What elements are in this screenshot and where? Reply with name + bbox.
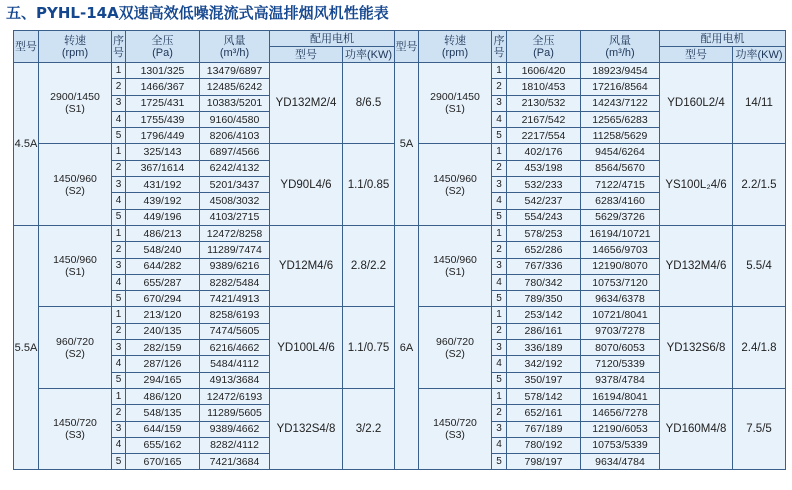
motor-power-cell: 2.8/2.2 (343, 225, 395, 306)
motor-model-cell: YD90L4/6 (270, 144, 343, 225)
flow-cell: 11258/5629 (581, 128, 660, 144)
flow-cell: 7120/5339 (581, 356, 660, 372)
pressure-cell: 1810/453 (507, 79, 581, 95)
pressure-cell: 336/189 (507, 340, 581, 356)
pressure-cell: 798/197 (507, 454, 581, 470)
pressure-cell: 449/196 (126, 209, 200, 225)
index-cell: 2 (112, 323, 126, 339)
pressure-cell: 1725/431 (126, 95, 200, 111)
pressure-cell: 1301/325 (126, 63, 200, 79)
index-cell: 4 (492, 274, 507, 290)
motor-model-cell: YD160M4/8 (660, 388, 733, 469)
flow-cell: 10753/5339 (581, 437, 660, 453)
flow-cell: 12190/6053 (581, 421, 660, 437)
pressure-cell: 213/120 (126, 307, 200, 323)
flow-cell: 14243/7122 (581, 95, 660, 111)
flow-cell: 13479/6897 (200, 63, 270, 79)
header-pressure-left: 全压 (Pa) (126, 31, 200, 63)
flow-cell: 9634/6378 (581, 291, 660, 307)
flow-cell: 10753/7120 (581, 274, 660, 290)
motor-power-cell: 7.5/5 (733, 388, 786, 469)
table-row (14, 63, 786, 79)
index-cell: 1 (112, 307, 126, 323)
motor-power-cell: 1.1/0.75 (343, 307, 395, 388)
header-pressure-right: 全压 (Pa) (507, 31, 581, 63)
fan-model-cell: 4.5A (14, 63, 39, 226)
index-cell: 1 (112, 388, 126, 404)
motor-model-cell: YD100L4/6 (270, 307, 343, 388)
header-speed-left: 转速 (rpm) (39, 31, 112, 63)
motor-power-cell: 2.2/1.5 (733, 144, 786, 225)
title-suffix: 性能表 (343, 4, 389, 22)
pressure-cell: 367/1614 (126, 160, 200, 176)
pressure-cell: 286/161 (507, 323, 581, 339)
flow-cell: 17216/8564 (581, 79, 660, 95)
flow-cell: 9634/4784 (581, 454, 660, 470)
page-title (6, 2, 389, 23)
pressure-cell: 325/143 (126, 144, 200, 160)
pressure-cell: 431/192 (126, 177, 200, 193)
pressure-cell: 542/237 (507, 193, 581, 209)
fan-model-cell: 6A (395, 225, 419, 469)
index-cell: 1 (492, 144, 507, 160)
index-cell: 1 (492, 63, 507, 79)
index-cell: 2 (492, 79, 507, 95)
index-cell: 5 (492, 209, 507, 225)
index-cell: 5 (112, 291, 126, 307)
speed-cell: 1450/960 (S1) (39, 225, 112, 306)
title-prefix: 五、PYHL-14A双速高效低噪混流式高温排烟风机 (6, 4, 344, 22)
motor-model-cell: YD132M4/6 (660, 225, 733, 306)
flow-cell: 10383/5201 (200, 95, 270, 111)
motor-power-cell: 14/11 (733, 63, 786, 144)
header-flow-left: 风量 (m³/h) (200, 31, 270, 63)
pressure-cell: 342/192 (507, 356, 581, 372)
header-motor-right: 配用电机 (660, 31, 786, 47)
header-model-left: 型号 (14, 31, 39, 63)
pressure-cell: 789/350 (507, 291, 581, 307)
index-cell: 2 (112, 405, 126, 421)
table-header (14, 31, 786, 63)
index-cell: 4 (492, 111, 507, 127)
pressure-cell: 780/342 (507, 274, 581, 290)
flow-cell: 6283/4160 (581, 193, 660, 209)
index-cell: 1 (112, 63, 126, 79)
pressure-cell: 652/161 (507, 405, 581, 421)
index-cell: 4 (112, 193, 126, 209)
flow-cell: 12472/6193 (200, 388, 270, 404)
index-cell: 4 (112, 437, 126, 453)
index-cell: 3 (112, 95, 126, 111)
flow-cell: 14656/7278 (581, 405, 660, 421)
table-row (14, 225, 786, 241)
pressure-cell: 670/165 (126, 454, 200, 470)
header-index-left: 序 号 (112, 31, 126, 63)
flow-cell: 12190/8070 (581, 258, 660, 274)
pressure-cell: 767/336 (507, 258, 581, 274)
header-motor-power-right: 功率(KW) (733, 47, 786, 63)
flow-cell: 8564/5670 (581, 160, 660, 176)
pressure-cell: 294/165 (126, 372, 200, 388)
index-cell: 5 (492, 291, 507, 307)
flow-cell: 8258/6193 (200, 307, 270, 323)
flow-cell: 7421/3684 (200, 454, 270, 470)
flow-cell: 16194/8041 (581, 388, 660, 404)
flow-cell: 18923/9454 (581, 63, 660, 79)
pressure-cell: 402/176 (507, 144, 581, 160)
motor-power-cell: 2.4/1.8 (733, 307, 786, 388)
flow-cell: 8206/4103 (200, 128, 270, 144)
flow-cell: 8070/6053 (581, 340, 660, 356)
flow-cell: 10721/8041 (581, 307, 660, 323)
flow-cell: 4913/3684 (200, 372, 270, 388)
index-cell: 5 (492, 372, 507, 388)
fan-model-cell: 5A (395, 63, 419, 226)
pressure-cell: 532/233 (507, 177, 581, 193)
header-model-right: 型号 (395, 31, 419, 63)
motor-model-cell: YD132S6/8 (660, 307, 733, 388)
index-cell: 2 (492, 242, 507, 258)
flow-cell: 4508/3032 (200, 193, 270, 209)
flow-cell: 8282/5484 (200, 274, 270, 290)
flow-cell: 6216/4662 (200, 340, 270, 356)
pressure-cell: 644/159 (126, 421, 200, 437)
pressure-cell: 1466/367 (126, 79, 200, 95)
flow-cell: 11289/5605 (200, 405, 270, 421)
index-cell: 1 (112, 144, 126, 160)
motor-power-cell: 1.1/0.85 (343, 144, 395, 225)
table-body (14, 63, 786, 470)
header-index-right: 序 号 (492, 31, 507, 63)
index-cell: 3 (112, 340, 126, 356)
flow-cell: 7421/4913 (200, 291, 270, 307)
index-cell: 1 (492, 225, 507, 241)
speed-cell: 1450/720 (S3) (39, 388, 112, 469)
flow-cell: 14656/9703 (581, 242, 660, 258)
pressure-cell: 1755/439 (126, 111, 200, 127)
pressure-cell: 548/135 (126, 405, 200, 421)
speed-cell: 1450/960 (S1) (419, 225, 492, 306)
pressure-cell: 453/198 (507, 160, 581, 176)
index-cell: 3 (492, 95, 507, 111)
index-cell: 2 (492, 160, 507, 176)
flow-cell: 9454/6264 (581, 144, 660, 160)
flow-cell: 12565/6283 (581, 111, 660, 127)
pressure-cell: 767/189 (507, 421, 581, 437)
pressure-cell: 350/197 (507, 372, 581, 388)
pressure-cell: 1796/449 (126, 128, 200, 144)
motor-model-cell: YD160L2/4 (660, 63, 733, 144)
index-cell: 2 (112, 79, 126, 95)
flow-cell: 5484/4112 (200, 356, 270, 372)
pressure-cell: 240/135 (126, 323, 200, 339)
pressure-cell: 282/159 (126, 340, 200, 356)
flow-cell: 6242/4132 (200, 160, 270, 176)
index-cell: 3 (492, 177, 507, 193)
header-speed-right: 转速 (rpm) (419, 31, 492, 63)
pressure-cell: 578/142 (507, 388, 581, 404)
flow-cell: 9703/7278 (581, 323, 660, 339)
flow-cell: 12472/8258 (200, 225, 270, 241)
pressure-cell: 548/240 (126, 242, 200, 258)
index-cell: 4 (112, 274, 126, 290)
speed-cell: 2900/1450 (S1) (419, 63, 492, 144)
flow-cell: 9378/4784 (581, 372, 660, 388)
speed-cell: 960/720 (S2) (419, 307, 492, 388)
pressure-cell: 2217/554 (507, 128, 581, 144)
pressure-cell: 439/192 (126, 193, 200, 209)
speed-cell: 1450/720 (S3) (419, 388, 492, 469)
motor-model-cell: YD12M4/6 (270, 225, 343, 306)
performance-table (13, 30, 786, 470)
index-cell: 1 (112, 225, 126, 241)
flow-cell: 4103/2715 (200, 209, 270, 225)
motor-power-cell: 3/2.2 (343, 388, 395, 469)
index-cell: 5 (112, 372, 126, 388)
index-cell: 4 (492, 437, 507, 453)
flow-cell: 9160/4580 (200, 111, 270, 127)
index-cell: 5 (112, 209, 126, 225)
pressure-cell: 1606/420 (507, 63, 581, 79)
index-cell: 3 (492, 340, 507, 356)
flow-cell: 9389/6216 (200, 258, 270, 274)
pressure-cell: 644/282 (126, 258, 200, 274)
index-cell: 4 (492, 356, 507, 372)
index-cell: 4 (112, 111, 126, 127)
flow-cell: 9389/4662 (200, 421, 270, 437)
speed-cell: 2900/1450 (S1) (39, 63, 112, 144)
index-cell: 4 (112, 356, 126, 372)
index-cell: 2 (492, 405, 507, 421)
flow-cell: 7122/4715 (581, 177, 660, 193)
flow-cell: 16194/10721 (581, 225, 660, 241)
index-cell: 4 (492, 193, 507, 209)
speed-cell: 1450/960 (S2) (419, 144, 492, 225)
pressure-cell: 253/142 (507, 307, 581, 323)
header-motor-model-left: 型号 (270, 47, 343, 63)
index-cell: 2 (112, 160, 126, 176)
pressure-cell: 287/126 (126, 356, 200, 372)
pressure-cell: 554/243 (507, 209, 581, 225)
index-cell: 3 (112, 258, 126, 274)
motor-power-cell: 5.5/4 (733, 225, 786, 306)
speed-cell: 960/720 (S2) (39, 307, 112, 388)
header-motor-left: 配用电机 (270, 31, 395, 47)
pressure-cell: 578/253 (507, 225, 581, 241)
pressure-cell: 2130/532 (507, 95, 581, 111)
flow-cell: 5201/3437 (200, 177, 270, 193)
index-cell: 2 (492, 323, 507, 339)
header-flow-right: 风量 (m³/h) (581, 31, 660, 63)
index-cell: 2 (112, 242, 126, 258)
index-cell: 3 (112, 177, 126, 193)
flow-cell: 6897/4566 (200, 144, 270, 160)
index-cell: 1 (492, 388, 507, 404)
index-cell: 5 (112, 454, 126, 470)
pressure-cell: 486/213 (126, 225, 200, 241)
header-motor-model-right: 型号 (660, 47, 733, 63)
motor-power-cell: 8/6.5 (343, 63, 395, 144)
index-cell: 5 (112, 128, 126, 144)
index-cell: 3 (492, 258, 507, 274)
fan-model-cell: 5.5A (14, 225, 39, 469)
motor-model-cell: YS100L₂4/6 (660, 144, 733, 225)
pressure-cell: 486/120 (126, 388, 200, 404)
motor-model-cell: YD132S4/8 (270, 388, 343, 469)
motor-model-cell: YD132M2/4 (270, 63, 343, 144)
index-cell: 3 (492, 421, 507, 437)
pressure-cell: 655/162 (126, 437, 200, 453)
speed-cell: 1450/960 (S2) (39, 144, 112, 225)
index-cell: 3 (112, 421, 126, 437)
index-cell: 5 (492, 128, 507, 144)
pressure-cell: 655/287 (126, 274, 200, 290)
pressure-cell: 2167/542 (507, 111, 581, 127)
flow-cell: 7474/5605 (200, 323, 270, 339)
pressure-cell: 652/286 (507, 242, 581, 258)
flow-cell: 12485/6242 (200, 79, 270, 95)
flow-cell: 5629/3726 (581, 209, 660, 225)
index-cell: 1 (492, 307, 507, 323)
pressure-cell: 780/192 (507, 437, 581, 453)
header-motor-power-left: 功率(KW) (343, 47, 395, 63)
pressure-cell: 670/294 (126, 291, 200, 307)
flow-cell: 8282/4112 (200, 437, 270, 453)
index-cell: 5 (492, 454, 507, 470)
flow-cell: 11289/7474 (200, 242, 270, 258)
